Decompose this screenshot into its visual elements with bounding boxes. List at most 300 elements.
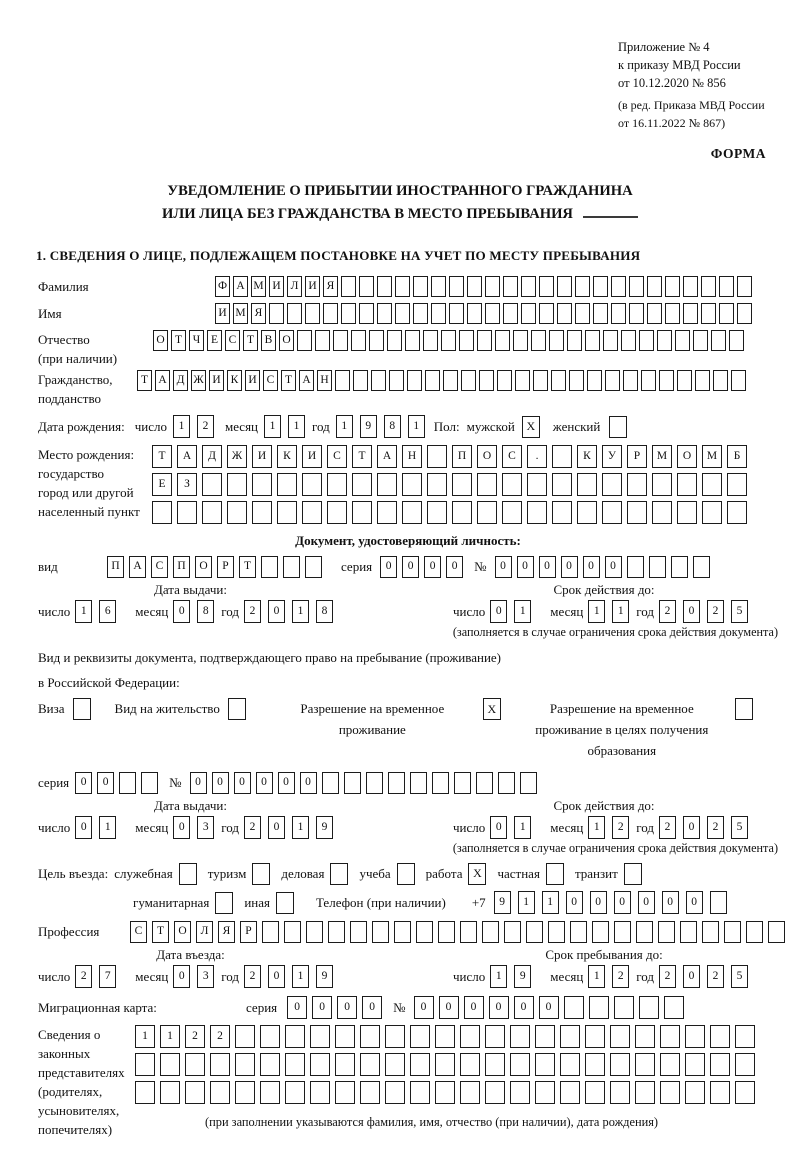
form-cell — [539, 276, 554, 297]
form-cell — [323, 303, 338, 324]
form-cell — [305, 556, 322, 578]
form-cell: 9 — [514, 965, 531, 988]
form-cell: 0 — [256, 772, 273, 794]
form-cell: 0 — [583, 556, 600, 578]
form-cell — [735, 1053, 755, 1076]
form-cell — [535, 1081, 555, 1104]
form-cell — [665, 276, 680, 297]
doc-number-label: № — [474, 559, 487, 574]
residence-expiry-month-cells — [588, 816, 636, 839]
form-cell — [685, 1081, 705, 1104]
form-cell: С — [327, 445, 347, 468]
form-cell: Т — [152, 445, 172, 468]
form-cell — [660, 1081, 680, 1104]
birth-place-city-label1: город или другой — [38, 485, 134, 500]
form-cell — [702, 501, 722, 524]
form-cell — [587, 370, 602, 391]
form-cell: 1 — [160, 1025, 180, 1048]
form-cell: 0 — [517, 556, 534, 578]
representatives-label2: законных — [38, 1046, 91, 1061]
form-cell: 0 — [446, 556, 463, 578]
residence-issue-heading: Дата выдачи: — [153, 798, 227, 813]
form-cell — [410, 772, 427, 794]
form-cell — [671, 556, 688, 578]
form-cell — [585, 1081, 605, 1104]
form-cell — [260, 1053, 280, 1076]
purpose-private-label: частная — [497, 865, 540, 881]
migration-series-label: серия — [246, 1000, 278, 1015]
residence-issue-month-cells — [173, 816, 221, 839]
visa-label: Виза — [38, 701, 65, 716]
form-cell: 3 — [197, 816, 214, 839]
form-cell: Я — [218, 921, 235, 943]
form-cell: 0 — [683, 816, 700, 839]
form-cell — [585, 330, 600, 351]
purpose-humanitarian-checkbox — [215, 892, 233, 914]
form-cell: Т — [152, 921, 169, 943]
form-cell — [427, 501, 447, 524]
form-cell: М — [702, 445, 722, 468]
form-cell — [335, 1081, 355, 1104]
representatives-note: (при заполнении указываются фамилия, имя, отчество (при наличии), дата рождения) — [205, 1115, 659, 1129]
residence-expiry-year-cells — [659, 816, 755, 839]
form-cell — [533, 370, 548, 391]
form-cell: 0 — [362, 996, 382, 1019]
form-cell — [427, 445, 447, 468]
doc-expiry-day-cells — [490, 600, 538, 623]
form-cell — [664, 996, 684, 1019]
doc-issue-day-label: число — [38, 603, 71, 619]
residence-series-cells — [75, 772, 163, 794]
residence-series-label: серия — [38, 775, 70, 790]
form-cell — [350, 921, 367, 943]
form-cell — [160, 1053, 180, 1076]
phone-cells — [494, 891, 734, 914]
form-cell — [502, 473, 522, 496]
form-cell — [395, 303, 410, 324]
form-cell: 1 — [408, 415, 425, 438]
sex-female-checkbox — [609, 416, 627, 438]
visa-checkbox — [73, 698, 91, 720]
form-cell: 0 — [268, 816, 285, 839]
form-cell — [335, 370, 350, 391]
form-cell: Д — [173, 370, 188, 391]
doc-issue-month-cells — [173, 600, 221, 623]
form-cell: Т — [352, 445, 372, 468]
form-cell: 0 — [686, 891, 703, 914]
purpose-tourism-checkbox — [252, 863, 270, 885]
profession-label: Профессия — [38, 924, 100, 939]
form-cell — [461, 370, 476, 391]
form-cell — [560, 1025, 580, 1048]
form-cell — [431, 303, 446, 324]
form-cell — [727, 473, 747, 496]
form-cell — [423, 330, 438, 351]
residence-expiry-note: (заполняется в случае ограничения срока действия документа) — [452, 841, 778, 855]
form-cell: Ч — [189, 330, 204, 351]
form-cell — [735, 1025, 755, 1048]
form-cell — [560, 1053, 580, 1076]
form-cell — [435, 1053, 455, 1076]
residence-doc-intro2: в Российской Федерации: — [38, 675, 180, 690]
representatives-label1: Сведения о — [38, 1027, 101, 1042]
form-cell — [310, 1081, 330, 1104]
purpose-work-label: работа — [425, 865, 463, 881]
form-cell — [385, 1081, 405, 1104]
form-cell: 2 — [244, 965, 261, 988]
form-cell: 0 — [614, 891, 631, 914]
temp-residence-label: Разрешение на временное проживание — [300, 701, 445, 737]
form-cell: З — [177, 473, 197, 496]
entry-date-heading: Дата въезда: — [156, 947, 225, 962]
identity-doc-row — [38, 555, 778, 578]
form-cell — [385, 1025, 405, 1048]
residence-expiry-year-label: год — [636, 819, 655, 835]
form-cell — [635, 1025, 655, 1048]
form-cell — [310, 1053, 330, 1076]
form-cell: О — [677, 445, 697, 468]
form-cell — [552, 501, 572, 524]
form-cell — [731, 370, 746, 391]
form-cell: И — [252, 445, 272, 468]
form-cell: 2 — [707, 965, 724, 988]
form-cell: 2 — [210, 1025, 230, 1048]
form-cell: 0 — [424, 556, 441, 578]
form-cell — [535, 1025, 555, 1048]
form-cell — [635, 1081, 655, 1104]
form-cell: . — [527, 445, 547, 468]
form-cell — [477, 473, 497, 496]
doc-expiry-note: (заполняется в случае ограничения срока действия документа) — [452, 625, 778, 639]
form-cell — [702, 473, 722, 496]
form-cell — [485, 1081, 505, 1104]
form-cell: Т — [243, 330, 258, 351]
form-cell — [570, 921, 587, 943]
form-cell: С — [151, 556, 168, 578]
form-cell — [605, 370, 620, 391]
temp-residence-checkbox: X — [483, 698, 501, 720]
form-cell — [119, 772, 136, 794]
form-cell: 0 — [495, 556, 512, 578]
form-cell: 2 — [707, 600, 724, 623]
form-cell: И — [245, 370, 260, 391]
appendix-edit-line: от 16.11.2022 № 867) — [618, 116, 726, 130]
form-cell — [710, 1053, 730, 1076]
form-cell — [285, 1081, 305, 1104]
form-cell — [285, 1053, 305, 1076]
residence-doc-dates — [38, 798, 778, 839]
form-cell: 0 — [287, 996, 307, 1019]
doc-issue-year-cells — [244, 600, 340, 623]
form-cell: 5 — [731, 965, 748, 988]
form-cell — [441, 330, 456, 351]
title-blank-line — [583, 204, 638, 218]
form-cell: И — [302, 445, 322, 468]
form-cell — [227, 473, 247, 496]
temp-residence-edu-option — [517, 698, 753, 761]
representatives-label3: представителях — [38, 1065, 125, 1080]
form-cell — [659, 370, 674, 391]
representatives-cells-row2 — [135, 1053, 760, 1076]
form-cell — [369, 330, 384, 351]
form-cell — [485, 303, 500, 324]
form-cell — [360, 1053, 380, 1076]
form-cell — [680, 921, 697, 943]
entry-day-label: число — [38, 968, 71, 984]
form-cell: А — [233, 276, 248, 297]
form-cell — [277, 501, 297, 524]
form-cell — [452, 501, 472, 524]
form-cell — [585, 1025, 605, 1048]
birth-place-label: Место рождения: — [38, 447, 135, 462]
form-cell — [152, 501, 172, 524]
birth-place-cells-row2 — [152, 473, 752, 496]
form-cell — [377, 473, 397, 496]
form-cell: С — [263, 370, 278, 391]
form-cell — [485, 276, 500, 297]
form-cell: 3 — [197, 965, 214, 988]
residence-expiry-day-cells — [490, 816, 538, 839]
form-cell: Я — [323, 276, 338, 297]
birth-place-city-label2: населенный пункт — [38, 504, 140, 519]
doc-expiry-day-label: число — [453, 603, 486, 619]
form-cell: Л — [287, 276, 302, 297]
form-cell — [527, 501, 547, 524]
form-cell — [575, 303, 590, 324]
form-cell: О — [153, 330, 168, 351]
form-cell — [719, 276, 734, 297]
form-cell — [557, 303, 572, 324]
form-cell — [647, 303, 662, 324]
form-cell — [577, 501, 597, 524]
citizenship-label: Гражданство, — [38, 372, 113, 387]
migration-number-cells — [414, 996, 689, 1019]
form-cell: 1 — [173, 415, 190, 438]
form-cell — [657, 330, 672, 351]
form-cell — [513, 330, 528, 351]
purpose-study-label: учеба — [359, 865, 391, 881]
form-cell: 6 — [99, 600, 116, 623]
purpose-private-checkbox — [546, 863, 564, 885]
form-cell — [227, 501, 247, 524]
form-cell — [438, 921, 455, 943]
form-cell — [535, 1053, 555, 1076]
form-cell: 0 — [97, 772, 114, 794]
residence-issue-month-label: месяц — [135, 819, 169, 835]
form-cell: 2 — [659, 816, 676, 839]
birth-month-cells — [264, 415, 312, 438]
form-cell: 1 — [612, 600, 629, 623]
form-cell: 0 — [75, 772, 92, 794]
form-cell: 1 — [542, 891, 559, 914]
form-cell — [302, 501, 322, 524]
form-cell — [610, 1025, 630, 1048]
doc-series-cells — [380, 556, 468, 578]
form-cell: С — [130, 921, 147, 943]
form-cell: О — [174, 921, 191, 943]
form-cell: 1 — [292, 600, 309, 623]
form-cell — [621, 330, 636, 351]
sex-label: Пол: — [433, 419, 460, 434]
form-cell: 1 — [264, 415, 281, 438]
form-cell: 0 — [539, 556, 556, 578]
form-cell — [735, 1081, 755, 1104]
form-cell: 0 — [278, 772, 295, 794]
form-cell — [177, 501, 197, 524]
purpose-study-checkbox — [397, 863, 415, 885]
form-cell: А — [299, 370, 314, 391]
stay-day-cells — [490, 965, 538, 988]
form-cell — [482, 921, 499, 943]
purpose-row — [38, 862, 778, 885]
form-cell: 1 — [336, 415, 353, 438]
form-cell: 0 — [490, 816, 507, 839]
profession-cells — [130, 921, 790, 943]
form-cell — [510, 1025, 530, 1048]
appendix-line: Приложение № 4 — [618, 40, 710, 54]
form-cell: 2 — [659, 600, 676, 623]
form-cell — [498, 772, 515, 794]
section1-body — [38, 276, 778, 1139]
form-cell — [629, 303, 644, 324]
form-cell: 0 — [683, 600, 700, 623]
form-cell — [629, 276, 644, 297]
form-cell: 1 — [518, 891, 535, 914]
doc-expiry-year-label: год — [636, 603, 655, 619]
form-cell — [510, 1081, 530, 1104]
form-cell — [435, 1025, 455, 1048]
representatives-cells-row1 — [135, 1025, 760, 1048]
form-cell — [614, 996, 634, 1019]
form-cell — [768, 921, 785, 943]
form-cell — [410, 1081, 430, 1104]
form-cell: 7 — [99, 965, 116, 988]
form-cell — [360, 1081, 380, 1104]
form-cell: 1 — [490, 965, 507, 988]
form-cell: С — [502, 445, 522, 468]
form-cell — [327, 501, 347, 524]
form-cell — [277, 473, 297, 496]
form-cell: С — [225, 330, 240, 351]
purpose-humanitarian-label: гуманитарная — [133, 894, 210, 910]
form-cell: П — [107, 556, 124, 578]
form-cell — [658, 921, 675, 943]
visa-option — [38, 698, 91, 720]
form-cell: 0 — [490, 600, 507, 623]
form-cell: Т — [239, 556, 256, 578]
form-cell — [603, 330, 618, 351]
form-cell: 1 — [588, 816, 605, 839]
form-cell: О — [279, 330, 294, 351]
entry-month-label: месяц — [135, 968, 169, 984]
citizenship-cells — [137, 370, 749, 391]
form-cell — [449, 276, 464, 297]
doc-type-cells — [107, 556, 327, 578]
form-cell: 5 — [731, 816, 748, 839]
form-cell: 9 — [316, 816, 333, 839]
form-cell: 2 — [612, 816, 629, 839]
form-cell — [315, 330, 330, 351]
form-cell: И — [209, 370, 224, 391]
form-cell — [552, 473, 572, 496]
form-title-line2: ИЛИ ЛИЦА БЕЗ ГРАЖДАНСТВА В МЕСТО ПРЕБЫВАНИЯ — [162, 206, 573, 222]
form-cell — [614, 921, 631, 943]
birth-day-label: число — [134, 419, 167, 434]
representatives-cells-row3 — [135, 1081, 760, 1104]
form-cell — [592, 921, 609, 943]
form-title-line1: УВЕДОМЛЕНИЕ О ПРИБЫТИИ ИНОСТРАННОГО ГРАЖДАНИНА — [167, 183, 633, 199]
form-cell: 0 — [312, 996, 332, 1019]
surname-label: Фамилия — [38, 279, 89, 294]
purpose-official-label: служебная — [114, 865, 173, 881]
given-name-cells — [215, 303, 755, 324]
identity-doc-heading: Документ, удостоверяющий личность: — [295, 533, 521, 548]
form-cell: 0 — [173, 816, 190, 839]
form-cell — [360, 1025, 380, 1048]
birth-date-row — [38, 415, 778, 438]
form-cell — [333, 330, 348, 351]
doc-series-label: серия — [341, 559, 373, 574]
form-cell: Ж — [227, 445, 247, 468]
birth-place-cells-row3 — [152, 501, 752, 524]
representatives-row — [38, 1025, 778, 1139]
form-cell — [185, 1053, 205, 1076]
form-cell — [467, 303, 482, 324]
form-cell: 1 — [75, 600, 92, 623]
form-cell: А — [129, 556, 146, 578]
form-cell: Р — [217, 556, 234, 578]
form-cell — [677, 501, 697, 524]
form-cell — [746, 921, 763, 943]
identity-doc-dates — [38, 582, 778, 623]
doc-type-label: вид — [38, 559, 58, 574]
form-cell — [602, 473, 622, 496]
form-cell — [639, 996, 659, 1019]
form-cell — [335, 1053, 355, 1076]
form-cell: 0 — [561, 556, 578, 578]
purpose-transit-label: транзит — [574, 865, 618, 881]
form-cell: 0 — [464, 996, 484, 1019]
form-cell — [394, 921, 411, 943]
form-cell — [577, 473, 597, 496]
residence-doc-intro1: Вид и реквизиты документа, подтверждающего право на пребывание (проживание) — [38, 650, 502, 665]
form-cell — [389, 370, 404, 391]
form-cell: 9 — [316, 965, 333, 988]
doc-expiry-year-cells — [659, 600, 755, 623]
form-cell: 1 — [135, 1025, 155, 1048]
form-cell — [641, 370, 656, 391]
form-cell — [485, 1053, 505, 1076]
appendix-line: к приказу МВД России — [618, 58, 741, 72]
form-cell: 8 — [197, 600, 214, 623]
form-cell: В — [261, 330, 276, 351]
form-cell: 0 — [638, 891, 655, 914]
entry-month-cells — [173, 965, 221, 988]
form-cell: К — [227, 370, 242, 391]
form-cell: Р — [627, 445, 647, 468]
stay-month-cells — [588, 965, 636, 988]
form-cell — [410, 1053, 430, 1076]
form-cell: М — [652, 445, 672, 468]
purpose-business-checkbox — [330, 863, 348, 885]
form-cell — [485, 1025, 505, 1048]
residence-issue-day-cells — [75, 816, 123, 839]
form-cell: И — [215, 303, 230, 324]
stay-year-cells — [659, 965, 755, 988]
stay-until-heading: Срок пребывания до: — [545, 947, 663, 962]
patronymic-sublabel: (при наличии) — [38, 351, 118, 366]
form-cell: 0 — [683, 965, 700, 988]
